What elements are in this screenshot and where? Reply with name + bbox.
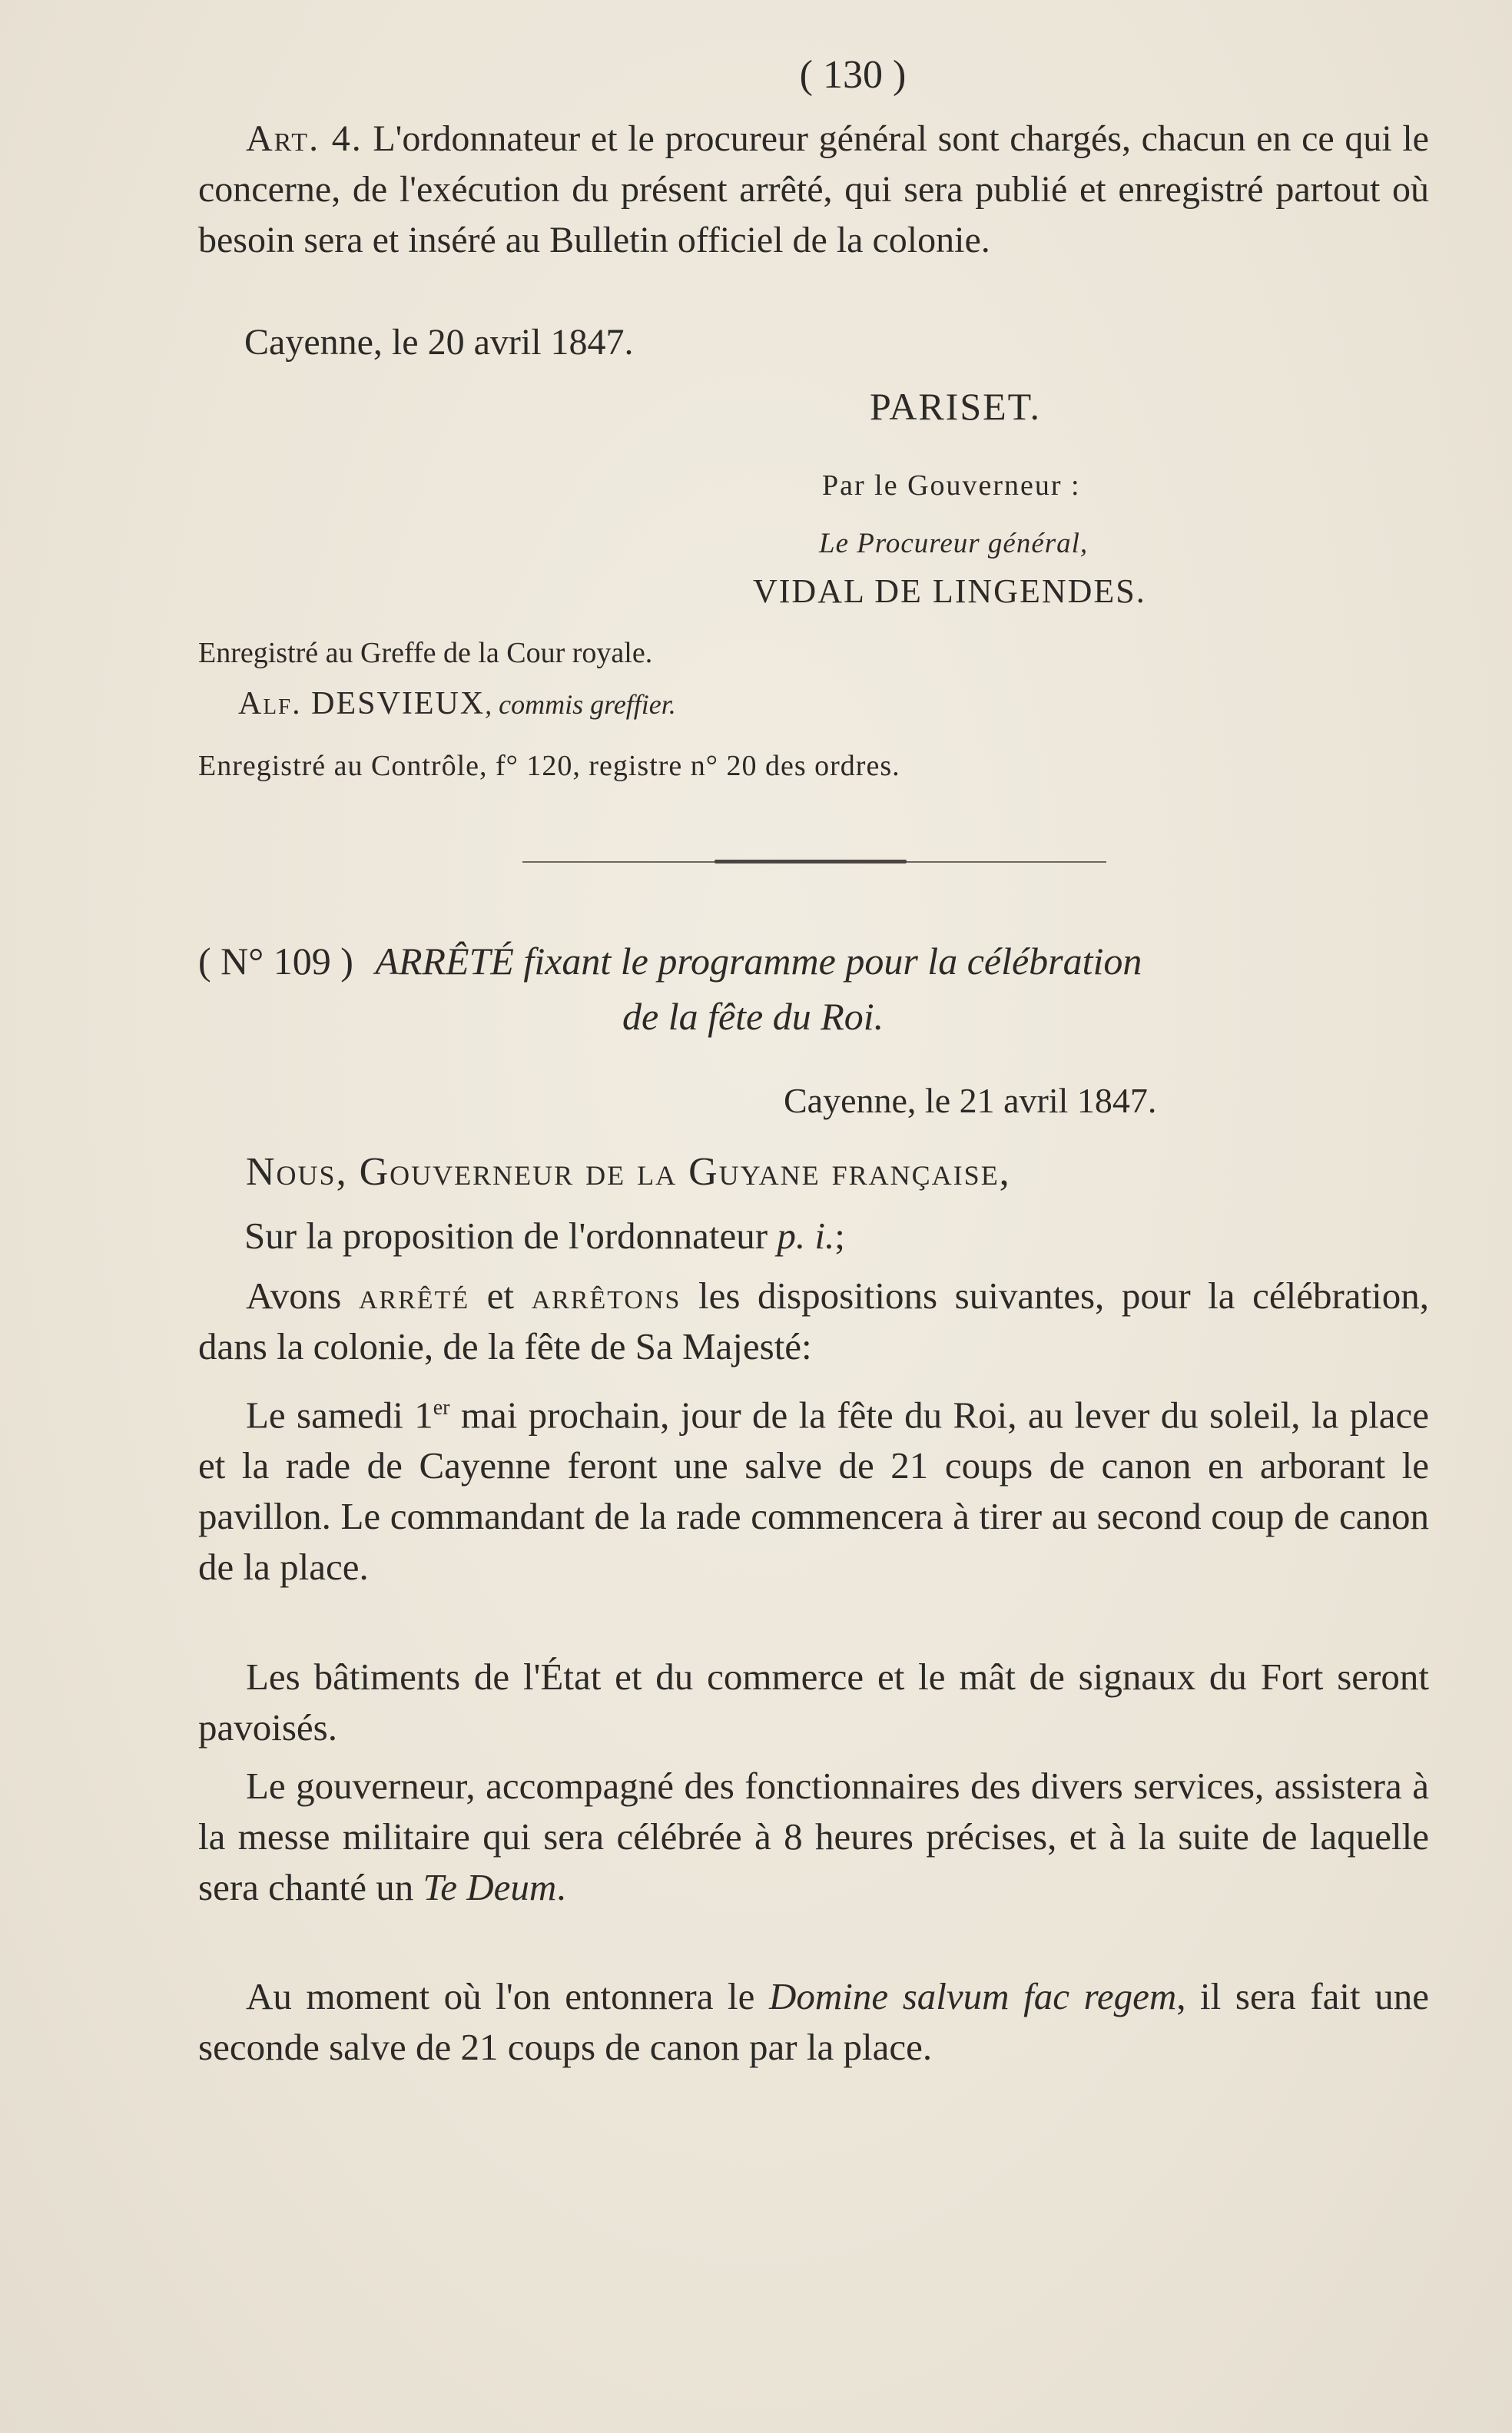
page-number: ( 130 ) bbox=[799, 53, 907, 97]
arrete-heading-line1 bbox=[198, 939, 1142, 983]
enregistre-greffe: Enregistré au Greffe de la Cour royale. bbox=[198, 637, 653, 669]
greffier-name: Alf. DESVIEUX bbox=[238, 686, 486, 721]
moment-italic: Domine salvum fac regem bbox=[769, 1975, 1177, 2017]
arrete-title: ARRÊTÉ fixant le programme pour la célébration bbox=[375, 940, 1142, 983]
procureur-name: VIDAL DE LINGENDES. bbox=[753, 572, 1146, 610]
nous-gouverneur: Nous, Gouverneur de la Guyane française, bbox=[246, 1150, 1011, 1194]
avons-rest: les dispositions suivantes, pour la célébration, dans la colonie, de la fête de Sa Majesté: bbox=[198, 1275, 1429, 1367]
proposition-italic: p. i. bbox=[777, 1215, 835, 1257]
greffier-line bbox=[238, 685, 676, 722]
batiments-paragraph: Les bâtiments de l'État et du commerce et le mât de signaux du Fort seront pavoisés. bbox=[198, 1656, 1429, 1749]
procureur-title: Le Procureur général, bbox=[819, 528, 1089, 559]
separator-rule-center bbox=[715, 860, 907, 863]
moment-paragraph bbox=[198, 1971, 1429, 2073]
samedi-rest: mai prochain, jour de la fête du Roi, au lever du soleil, la place et la rade de Cayenne feront une salve de 21 coups de canon en arborant le pavillon. Le commandant de la rade commencera à tirer au second coup de canon de la place. bbox=[198, 1394, 1429, 1589]
samedi-sup: er bbox=[433, 1396, 450, 1420]
par-le-gouverneur: Par le Gouverneur : bbox=[822, 469, 1081, 502]
proposition-text: Sur la proposition de l'ordonnateur bbox=[244, 1215, 778, 1257]
gouverneur-text: Le gouverneur, accompagné des fonctionnaires des divers services, assistera à la messe militaire qui sera célébrée à 8 heures précises, et à la suite de laquelle sera chanté un bbox=[198, 1765, 1429, 1908]
avons-start: Avons bbox=[246, 1275, 359, 1317]
avons-arretons: arrêtons bbox=[531, 1275, 681, 1317]
moment-start: Au moment où l'on entonnera le bbox=[246, 1975, 769, 2017]
gouverneur-italic: Te Deum bbox=[423, 1866, 557, 1908]
avons-arrete: arrêté bbox=[358, 1275, 470, 1317]
sur-la-proposition bbox=[244, 1214, 845, 1258]
date-line-1: Cayenne, le 20 avril 1847. bbox=[244, 322, 634, 363]
moment-rest: , il sera fait une seconde salve de 21 coups de canon par la place. bbox=[198, 1975, 1429, 2068]
signature-pariset: PARISET. bbox=[870, 385, 1042, 428]
article-text: L'ordonnateur et le procureur général sont chargés, chacun en ce qui le concerne, de l'exécution du présent arrêté, qui sera publié et enregistré partout où besoin sera et inséré au Bulletin officiel de la colonie. bbox=[198, 118, 1429, 260]
avons-paragraph bbox=[198, 1271, 1429, 1372]
samedi-start: Le samedi 1 bbox=[246, 1394, 433, 1437]
arrete-number: ( N° 109 ) bbox=[198, 940, 353, 983]
article-4-paragraph bbox=[198, 114, 1429, 266]
gouverneur-end: . bbox=[556, 1866, 566, 1908]
gouverneur-paragraph bbox=[198, 1761, 1429, 1913]
article-label: Art. 4. bbox=[246, 118, 363, 159]
avons-et: et bbox=[469, 1275, 532, 1317]
arrete-heading-line2: de la fête du Roi. bbox=[622, 995, 884, 1038]
enregistre-controle: Enregistré au Contrôle, f° 120, registre n° 20 des ordres. bbox=[198, 750, 900, 782]
proposition-end: ; bbox=[834, 1215, 845, 1257]
samedi-paragraph bbox=[198, 1383, 1429, 1593]
greffier-role: , commis greffier. bbox=[485, 689, 676, 720]
date-line-2: Cayenne, le 21 avril 1847. bbox=[784, 1081, 1157, 1120]
